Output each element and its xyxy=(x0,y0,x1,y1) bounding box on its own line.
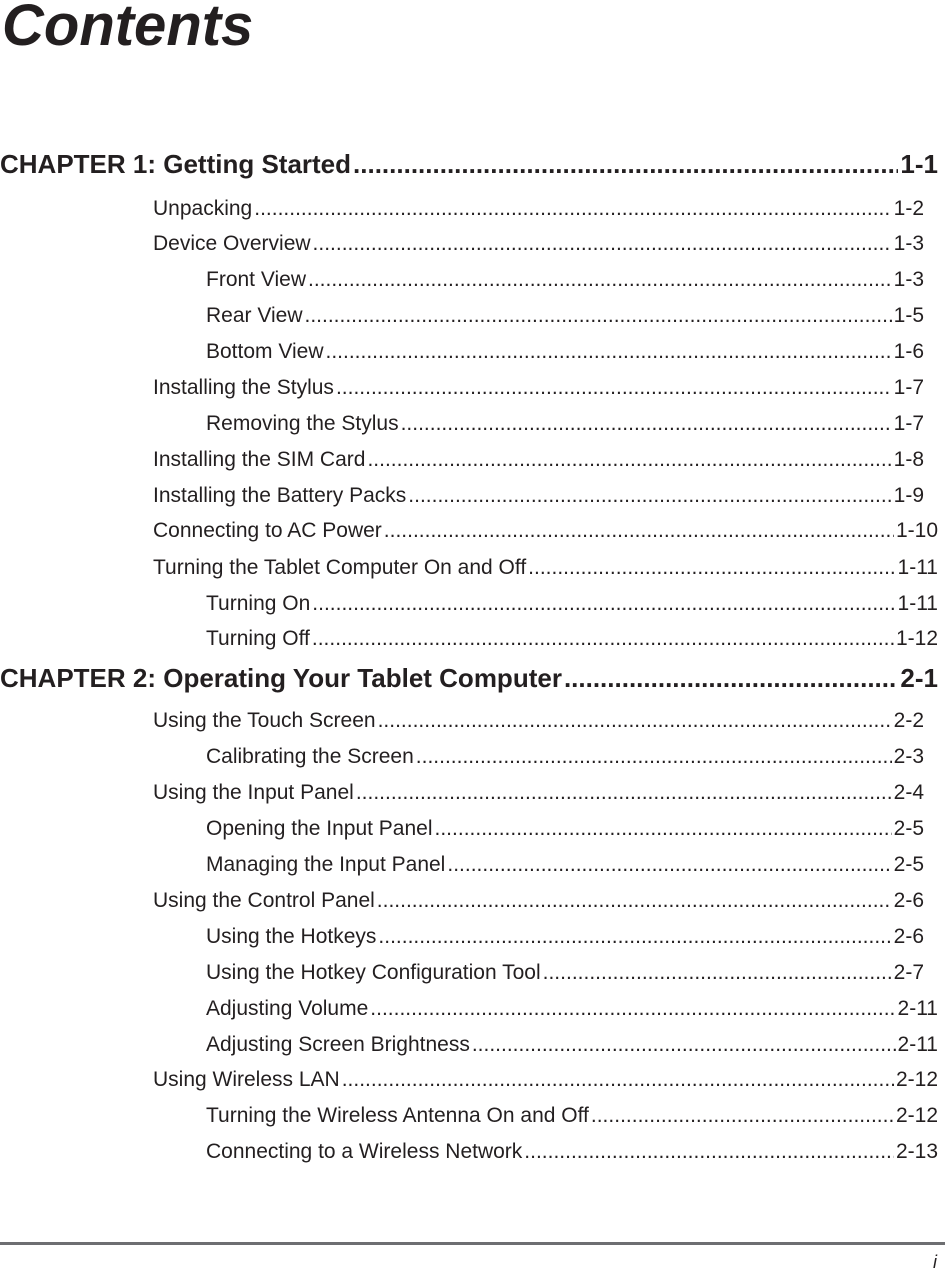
toc-leader-dots xyxy=(367,446,891,474)
toc-page-number: 2-12 xyxy=(895,1104,938,1127)
toc-page-number: 1-5 xyxy=(893,304,924,327)
toc-page-number: 2-3 xyxy=(893,745,924,768)
toc-page-number: 2-12 xyxy=(895,1068,938,1091)
toc-page-number: 1-11 xyxy=(897,556,938,579)
toc-leader-dots xyxy=(408,482,891,510)
toc-leader-dots xyxy=(447,851,891,879)
toc-entry-front-view[interactable] xyxy=(206,266,924,294)
toc-entry-label: Turning On xyxy=(206,592,311,615)
toc-entry-installing-stylus[interactable] xyxy=(153,374,924,402)
toc-leader-dots xyxy=(384,517,894,545)
toc-page-number: 1-11 xyxy=(897,592,938,615)
toc-page-number: 2-2 xyxy=(893,709,924,732)
toc-entry-label: Installing the Battery Packs xyxy=(153,484,407,507)
toc-entry-label: Turning Off xyxy=(206,627,310,650)
toc-page-number: 1-1 xyxy=(900,149,938,179)
footer-page-number: i xyxy=(933,1252,937,1272)
toc-leader-dots xyxy=(472,1031,896,1059)
toc-entry-turning-tablet-on-off[interactable] xyxy=(153,554,938,582)
toc-entry-label: Using the Hotkey Configuration Tool xyxy=(206,961,541,984)
toc-entry-label: Using Wireless LAN xyxy=(153,1068,340,1091)
toc-leader-dots xyxy=(416,743,892,771)
toc-entry-using-control-panel[interactable] xyxy=(153,887,924,915)
toc-page-number: 2-4 xyxy=(893,781,924,804)
toc-entry-using-wireless-lan[interactable] xyxy=(153,1066,938,1094)
toc-page-number: 2-13 xyxy=(895,1140,938,1163)
toc-entry-hotkey-configuration-tool[interactable] xyxy=(206,959,924,987)
toc-entry-label: Using the Control Panel xyxy=(153,889,375,912)
toc-entry-label: Turning the Tablet Computer On and Off xyxy=(153,556,527,579)
toc-chapter-2[interactable] xyxy=(0,661,938,695)
toc-leader-dots xyxy=(342,1066,894,1094)
toc-entry-wireless-antenna-on-off[interactable] xyxy=(206,1102,938,1130)
toc-leader-dots xyxy=(312,590,895,618)
toc-entry-turning-off[interactable] xyxy=(206,625,938,653)
toc-entry-adjusting-screen-brightness[interactable] xyxy=(206,1031,938,1059)
toc-entry-installing-battery-packs[interactable] xyxy=(153,482,924,510)
toc-leader-dots xyxy=(378,707,892,735)
toc-page-number: 2-11 xyxy=(897,1033,938,1056)
toc-entry-label: Removing the Stylus xyxy=(206,412,399,435)
toc-page-number: 1-10 xyxy=(895,519,938,542)
toc-entry-label: Connecting to a Wireless Network xyxy=(206,1140,523,1163)
toc-page-number: 1-8 xyxy=(893,448,924,471)
toc-leader-dots xyxy=(524,1138,894,1166)
toc-page-number: 2-7 xyxy=(893,961,924,984)
toc-leader-dots xyxy=(312,625,894,653)
toc-leader-dots xyxy=(564,661,898,695)
toc-entry-bottom-view[interactable] xyxy=(206,338,924,366)
toc-leader-dots xyxy=(254,195,891,223)
toc-entry-using-hotkeys[interactable] xyxy=(206,923,924,951)
toc-leader-dots xyxy=(377,887,892,915)
toc-entry-using-touch-screen[interactable] xyxy=(153,707,924,735)
toc-leader-dots xyxy=(370,995,895,1023)
toc-entry-label: Managing the Input Panel xyxy=(206,853,446,876)
toc-page-number: 2-5 xyxy=(893,817,924,840)
toc-chapter-title: CHAPTER 2: Operating Your Tablet Computer xyxy=(0,663,562,693)
toc-entry-removing-stylus[interactable] xyxy=(206,410,924,438)
toc-entry-using-input-panel[interactable] xyxy=(153,779,924,807)
toc-entry-opening-input-panel[interactable] xyxy=(206,815,924,843)
toc-chapter-title: CHAPTER 1: Getting Started xyxy=(0,149,352,179)
toc-page-number: 1-9 xyxy=(893,484,924,507)
toc-entry-adjusting-volume[interactable] xyxy=(206,995,938,1023)
toc-leader-dots xyxy=(591,1102,894,1130)
toc-page-number: 1-3 xyxy=(893,268,924,291)
toc-leader-dots xyxy=(313,230,892,258)
toc-leader-dots xyxy=(305,302,892,330)
toc-entry-device-overview[interactable] xyxy=(153,230,924,258)
toc-entry-label: Turning the Wireless Antenna On and Off xyxy=(206,1104,589,1127)
toc-entry-label: Using the Touch Screen xyxy=(153,709,376,732)
toc-leader-dots xyxy=(435,815,892,843)
toc-entry-label: Installing the Stylus xyxy=(153,376,334,399)
toc-entry-label: Unpacking xyxy=(153,197,253,220)
toc-page-number: 2-6 xyxy=(893,889,924,912)
toc-page-number: 2-1 xyxy=(900,663,938,693)
toc-entry-turning-on[interactable] xyxy=(206,590,938,618)
toc-leader-dots xyxy=(543,959,892,987)
toc-entry-unpacking[interactable] xyxy=(153,195,924,223)
toc-entry-label: Device Overview xyxy=(153,232,311,255)
toc-entry-label: Adjusting Volume xyxy=(206,997,369,1020)
toc-entry-calibrating-screen[interactable] xyxy=(206,743,924,771)
toc-entry-connecting-wireless-network[interactable] xyxy=(206,1138,938,1166)
page-title: Contents xyxy=(2,0,254,58)
toc-leader-dots xyxy=(336,374,892,402)
toc-entry-rear-view[interactable] xyxy=(206,302,924,330)
toc-entry-label: Calibrating the Screen xyxy=(206,745,414,768)
toc-entry-label: Rear View xyxy=(206,304,303,327)
toc-page-number: 1-7 xyxy=(893,376,924,399)
toc-page-number: 2-5 xyxy=(893,853,924,876)
toc-entry-installing-sim-card[interactable] xyxy=(153,446,924,474)
toc-leader-dots xyxy=(401,410,892,438)
toc-entry-label: Connecting to AC Power xyxy=(153,519,382,542)
toc-entry-label: Bottom View xyxy=(206,340,324,363)
toc-entry-managing-input-panel[interactable] xyxy=(206,851,924,879)
toc-leader-dots xyxy=(356,779,892,807)
toc-leader-dots xyxy=(308,266,892,294)
toc-leader-dots xyxy=(528,554,895,582)
footer-divider xyxy=(0,1242,945,1245)
toc-leader-dots xyxy=(326,338,892,366)
toc-entry-label: Front View xyxy=(206,268,306,291)
toc-chapter-1[interactable] xyxy=(0,147,938,181)
toc-page-number: 1-6 xyxy=(893,340,924,363)
toc-page-number: 1-2 xyxy=(893,197,924,220)
toc-leader-dots xyxy=(378,923,891,951)
toc-page-number: 1-12 xyxy=(895,627,938,650)
toc-page-number: 1-7 xyxy=(893,412,924,435)
toc-page-number: 1-3 xyxy=(893,232,924,255)
toc-page-number: 2-11 xyxy=(897,997,938,1020)
toc-page-number: 2-6 xyxy=(893,925,924,948)
toc-entry-label: Adjusting Screen Brightness xyxy=(206,1033,470,1056)
toc-entry-label: Opening the Input Panel xyxy=(206,817,433,840)
toc-entry-connecting-ac-power[interactable] xyxy=(153,517,938,545)
toc-leader-dots xyxy=(353,147,898,181)
toc-entry-label: Using the Hotkeys xyxy=(206,925,377,948)
toc-entry-label: Using the Input Panel xyxy=(153,781,354,804)
toc-entry-label: Installing the SIM Card xyxy=(153,448,366,471)
